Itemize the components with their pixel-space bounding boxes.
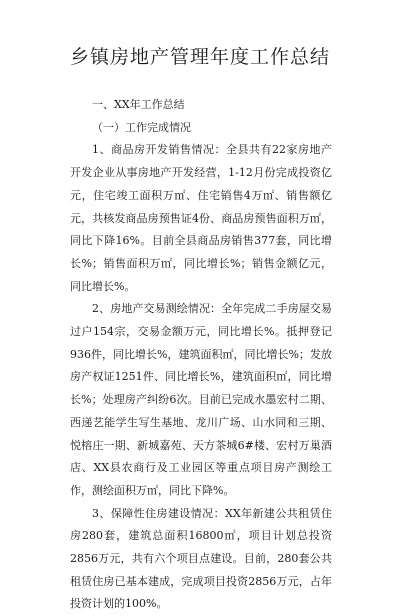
subsection-heading: （一）工作完成情况: [92, 120, 191, 134]
paragraph-housing: 3、保障性住房建设情况：XX年新建公共租赁住房280套，建筑总面积16800㎡，项目计划总投资2856万元，共有六个项目点建设。目前，280套公共租赁住房已基本建成，完成项目投资2856万元，占年投资计划的100%。: [70, 506, 332, 611]
document-title: 乡镇房地产管理年度工作总结: [69, 46, 330, 68]
section-heading: 一、XX年工作总结: [92, 98, 185, 111]
document-body: [70, 94, 332, 616]
paragraph-sales: 1、商品房开发销售情况：全县共有22家房地产开发企业从事房地产开发经营，1-12月份完成投资亿元，住宅竣工面积万㎡、住宅销售4万㎡、销售额亿元，共核发商品房预售证4份、商品房预售面积万㎡，同比下降16%。目前全县商品房销售377套，同比增长%；销售面积万㎡，同比增长%；销售金额亿元，同比增长%。: [70, 143, 332, 293]
paragraph-transactions: 2、房地产交易测绘情况：全年完成二手房屋交易过户154宗，交易金额万元，同比增长%。抵押登记936件，同比增长%，建筑面积㎡，同比增长%；发放房产权证1251件、同比增长%，建筑面积㎡，同比增长%；处理房产纠纷6次。目前已完成水墨宏村二期、西递艺能学生写生基地、龙川广场、山水同和三期、悦榕庄一期、新城嘉苑、天方茶城6#楼、宏村万巢酒店、XX县农商行及工业园区等重点项目房产测绘工作，测绘面积万㎡，同比下降%。: [70, 302, 332, 497]
